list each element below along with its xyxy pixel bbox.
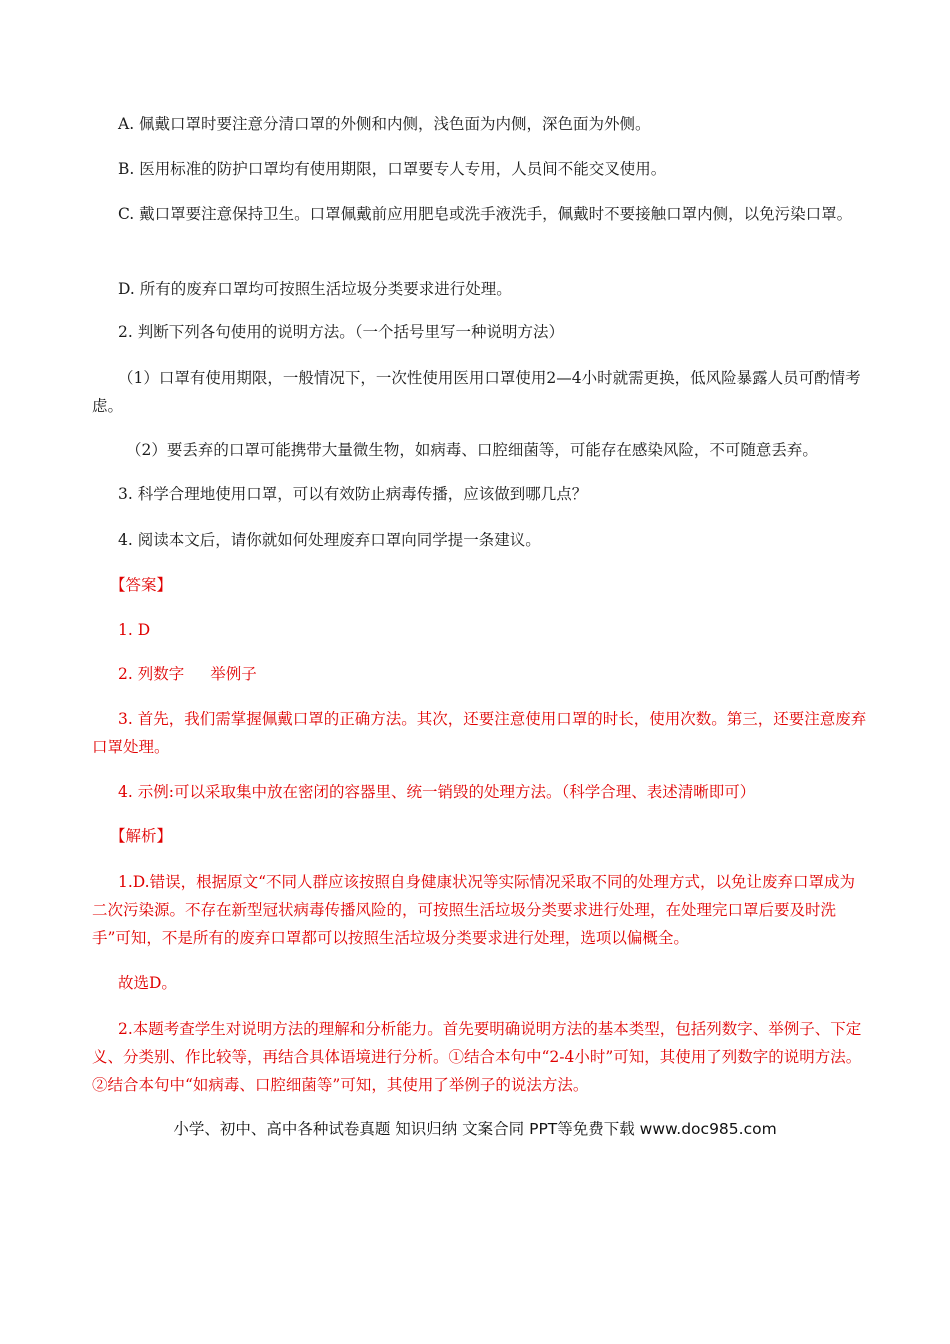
answer-4: 4. 示例:可以采取集中放在密闭的容器里、统一销毁的处理方法。（科学合理、表述清晰即可） [118,783,756,801]
analysis-1-conclusion: 故选D。 [118,974,177,992]
answer-2-second: 举例子 [210,665,257,683]
analysis-2: 2.本题考查学生对说明方法的理解和分析能力。首先要明确说明方法的基本类型，包括列数字、举例子、下定义、分类别、作比较等，再结合具体语境进行分析。①结合本句中“2-4小时”可知，其使用了列数字的说明方法。②结合本句中“如病毒、口腔细菌等”可知，其使用了举例子的说法方法。 [92,1020,862,1094]
analysis-1: 1.D.错误，根据原文“不同人群应该按照自身健康状况等实际情况采取不同的处理方式，以免让废弃口罩成为二次污染源。不存在新型冠状病毒传播风险的，可按照生活垃圾分类要求进行处理，在处理完口罩后要及时洗手”可知，不是所有的废弃口罩都可以按照生活垃圾分类要求进行处理，选项以偏概全。 [92,873,856,947]
answer-2 [118,664,257,684]
question-3: 3. 科学合理地使用口罩，可以有效防止病毒传播，应该做到哪几点？ [118,485,588,503]
question-2: 2. 判断下列各句使用的说明方法。（一个括号里写一种说明方法） [118,323,564,341]
option-a: A. 佩戴口罩时要注意分清口罩的外侧和内侧，浅色面为内侧，深色面为外侧。 [118,115,651,133]
analysis-heading: 【解析】 [110,827,173,845]
answer-1: 1. D [118,621,151,639]
answer-3: 3. 首先，我们需掌握佩戴口罩的正确方法。其次，还要注意使用口罩的时长，使用次数。第三，还要注意废弃口罩处理。 [92,710,867,756]
question-2-item-2: （2）要丢弃的口罩可能携带大量微生物，如病毒、口腔细菌等，可能存在感染风险，不可随意丢弃。 [126,441,818,459]
option-b: B. 医用标准的防护口罩均有使用期限，口罩要专人专用，人员间不能交叉使用。 [118,160,667,178]
page-footer: 小学、初中、高中各种试卷真题 知识归纳 文案合同 PPT等免费下载 www.doc985.com [173,1120,777,1138]
option-c: C. 戴口罩要注意保持卫生。口罩佩戴前应用肥皂或洗手液洗手，佩戴时不要接触口罩内侧，以免污染口罩。 [118,205,853,223]
question-4: 4. 阅读本文后，请你就如何处理废弃口罩向同学提一条建议。 [118,531,541,549]
option-d: D. 所有的废弃口罩均可按照生活垃圾分类要求进行处理。 [118,280,512,298]
answer-2-first: 2. 列数字 [118,665,185,683]
answer-heading: 【答案】 [110,576,173,594]
question-2-item-1: （1）口罩有使用期限，一般情况下，一次性使用医用口罩使用2—4小时就需更换，低风险暴露人员可酌情考虑。 [92,369,861,415]
